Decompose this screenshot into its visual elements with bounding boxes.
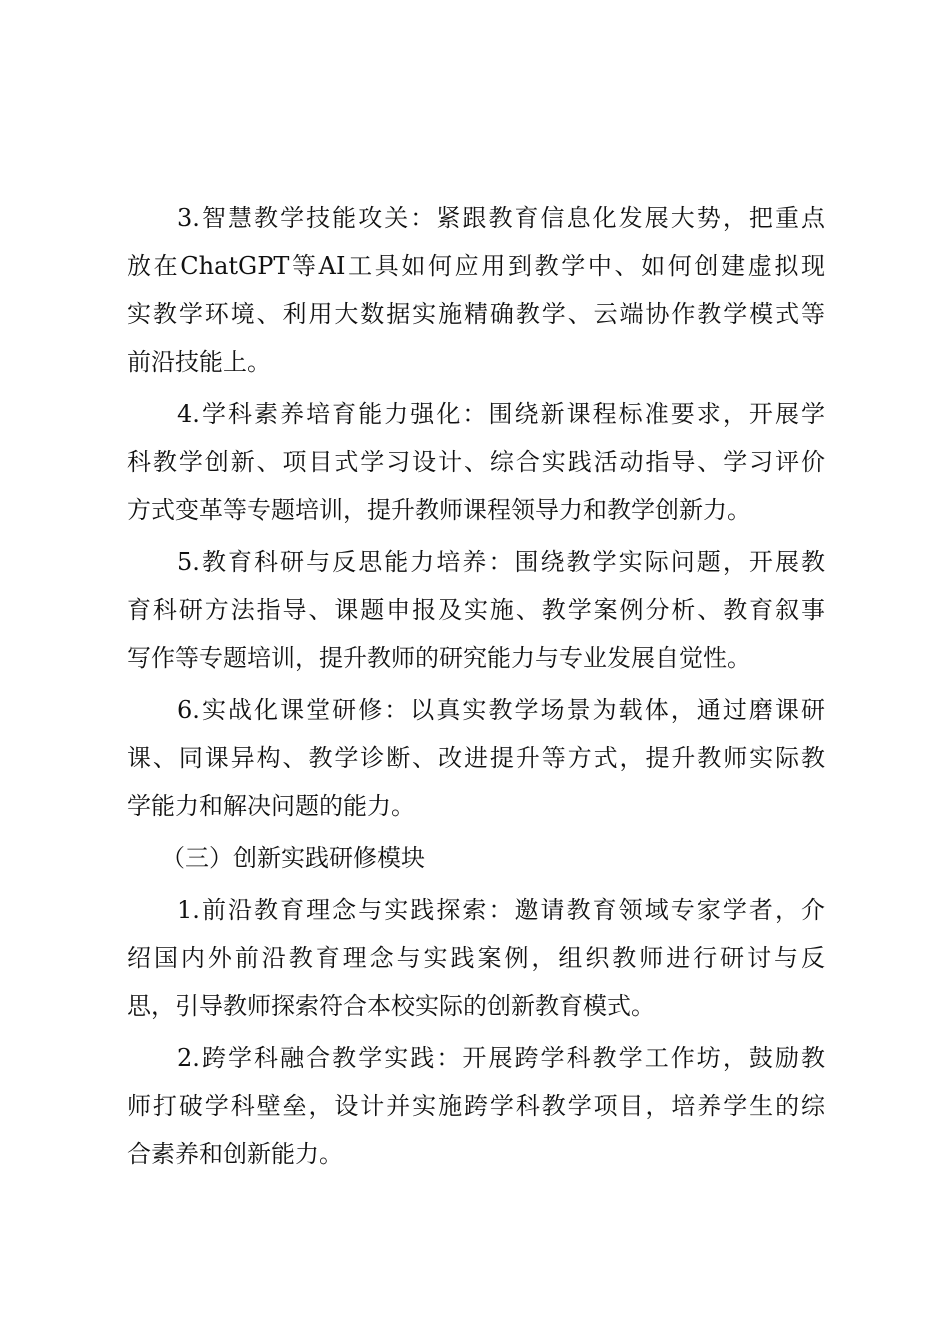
text-line: 前沿技能上。 <box>127 348 271 376</box>
document-page <box>127 194 825 1182</box>
section-heading <box>127 834 825 882</box>
text-line: 合素养和创新能力。 <box>127 1140 343 1168</box>
paragraph <box>127 1034 825 1178</box>
text-line: 课、同课异构、教学诊断、改进提升等方式，提升教师实际教 <box>127 744 825 772</box>
text-line: 方式变革等专题培训，提升教师课程领导力和教学创新力。 <box>127 496 751 524</box>
paragraph <box>127 194 825 386</box>
text-line: 放在ChatGPT等AI工具如何应用到教学中、如何创建虚拟现 <box>127 252 825 280</box>
text-line: 学能力和解决问题的能力。 <box>127 792 415 820</box>
text-line: 育科研方法指导、课题申报及实施、教学案例分析、教育叙事 <box>127 596 825 624</box>
text-line: 思，引导教师探索符合本校实际的创新教育模式。 <box>127 992 655 1020</box>
text-line: 4.学科素养培育能力强化：围绕新课程标准要求，开展学 <box>177 400 825 428</box>
text-line: （三）创新实践研修模块 <box>161 844 425 872</box>
text-line: 实教学环境、利用大数据实施精确教学、云端协作教学模式等 <box>127 300 825 328</box>
text-line: 6.实战化课堂研修：以真实教学场景为载体，通过磨课研 <box>177 696 825 724</box>
text-line: 2.跨学科融合教学实践：开展跨学科教学工作坊，鼓励教 <box>177 1044 825 1072</box>
paragraph <box>127 538 825 682</box>
text-line: 科教学创新、项目式学习设计、综合实践活动指导、学习评价 <box>127 448 825 476</box>
text-line: 师打破学科壁垒，设计并实施跨学科教学项目，培养学生的综 <box>127 1092 825 1120</box>
text-line: 写作等专题培训，提升教师的研究能力与专业发展自觉性。 <box>127 644 751 672</box>
text-line: 1.前沿教育理念与实践探索：邀请教育领域专家学者，介 <box>177 896 825 924</box>
paragraph <box>127 390 825 534</box>
text-line: 3.智慧教学技能攻关：紧跟教育信息化发展大势，把重点 <box>177 204 825 232</box>
text-line: 5.教育科研与反思能力培养：围绕教学实际问题，开展教 <box>177 548 825 576</box>
paragraph <box>127 886 825 1030</box>
text-line: 绍国内外前沿教育理念与实践案例，组织教师进行研讨与反 <box>127 944 825 972</box>
paragraph <box>127 686 825 830</box>
